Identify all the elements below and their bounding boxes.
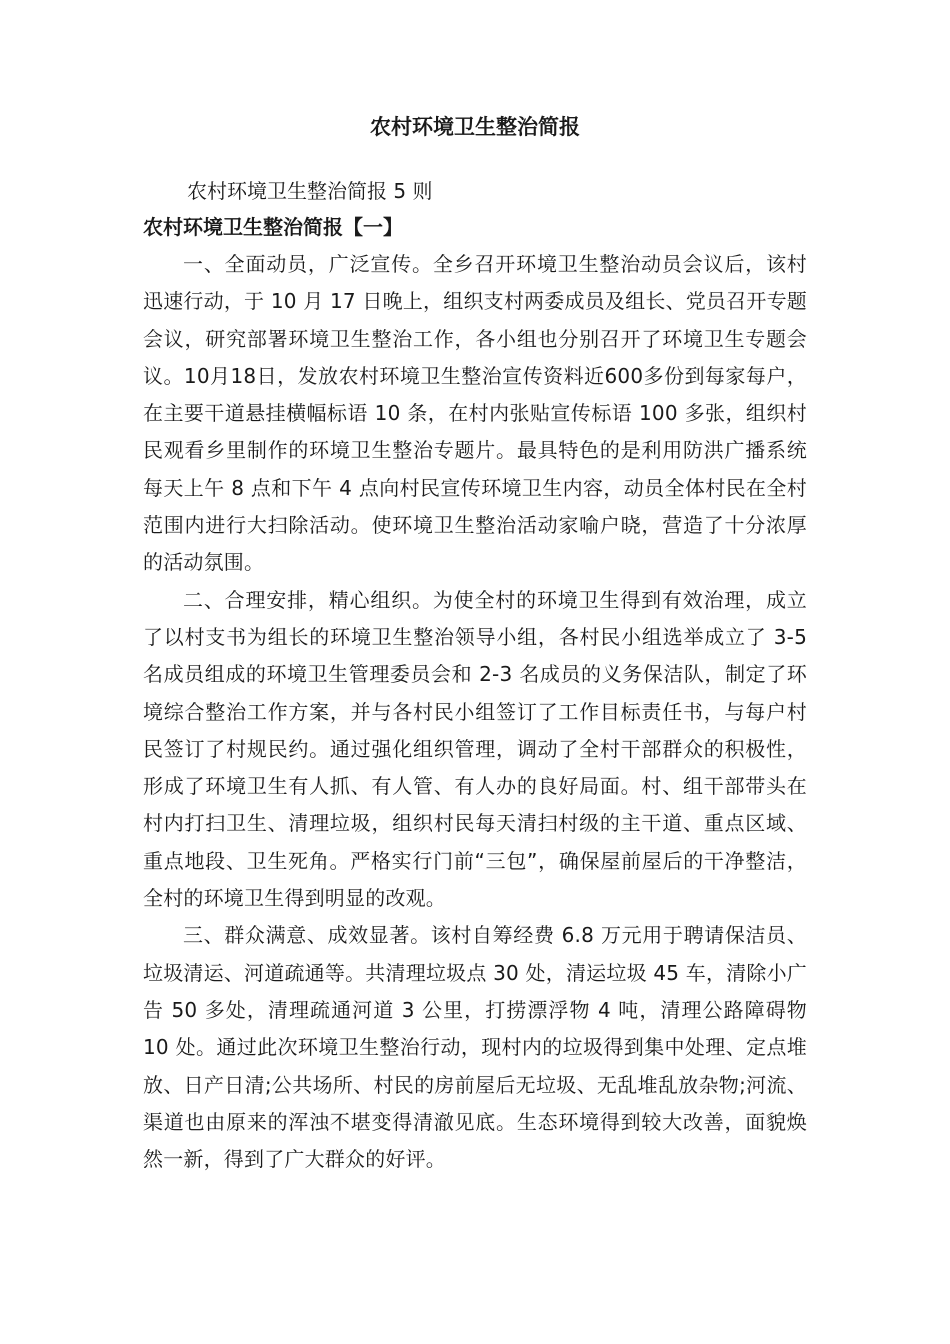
paragraph-3: 三、群众满意、成效显著。该村自筹经费 6.8 万元用于聘请保洁员、垃圾清运、河道疏通等。共清理垃圾点 30 处，清运垃圾 45 车，清除小广告 50 多处，清理疏通河道 3 公里，打捞漂浮物 4 吨，清理公路障碍物 10 处。通过此次环境卫生整治行动，现村内的垃圾得到集中处理、定点堆放、日产日清;公共场所、村民的房前屋后无垃圾、无乱堆乱放杂物;河流、渠道也由原来的浑浊不堪变得清澈见底。生态环境得到较大改善，面貌焕然一新，得到了广大群众的好评。 [143, 923, 807, 1172]
document-title: 农村环境卫生整治简报 [370, 115, 580, 139]
paragraph-1: 一、全面动员，广泛宣传。全乡召开环境卫生整治动员会议后，该村迅速行动，于 10 月 17 日晚上，组织支村两委成员及组长、党员召开专题会议，研究部署环境卫生整治工作，各小组也分别召开了环境卫生专题会议。10月18日，发放农村环境卫生整治宣传资料近600多份到每家每户，在主要干道悬挂横幅标语 10 条，在村内张贴宣传标语 100 多张，组织村民观看乡里制作的环境卫生整治专题片。最具特色的是利用防洪广播系统每天上午 8 点和下午 4 点向村民宣传环境卫生内容，动员全体村民在全村范围内进行大扫除活动。使环境卫生整治活动家喻户晓，营造了十分浓厚的活动氛围。 [143, 252, 807, 575]
document-subtitle: 农村环境卫生整治简报 5 则 [187, 179, 433, 203]
document-body [143, 246, 807, 1178]
paragraph-2: 二、合理安排，精心组织。为使全村的环境卫生得到有效治理，成立了以村支书为组长的环境卫生整治领导小组，各村民小组选举成立了 3-5 名成员组成的环境卫生管理委员会和 2-3 名成员的义务保洁队，制定了环境综合整治工作方案，并与各村民小组签订了工作目标责任书，与每户村民签订了村规民约。通过强化组织管理，调动了全村干部群众的积极性，形成了环境卫生有人抓、有人管、有人办的良好局面。村、组干部带头在村内打扫卫生、清理垃圾，组织村民每天清扫村级的主干道、重点区域、重点地段、卫生死角。严格实行门前“三包”，确保屋前屋后的干净整洁，全村的环境卫生得到明显的改观。 [143, 587, 807, 911]
section-heading: 农村环境卫生整治简报【一】 [143, 215, 403, 239]
